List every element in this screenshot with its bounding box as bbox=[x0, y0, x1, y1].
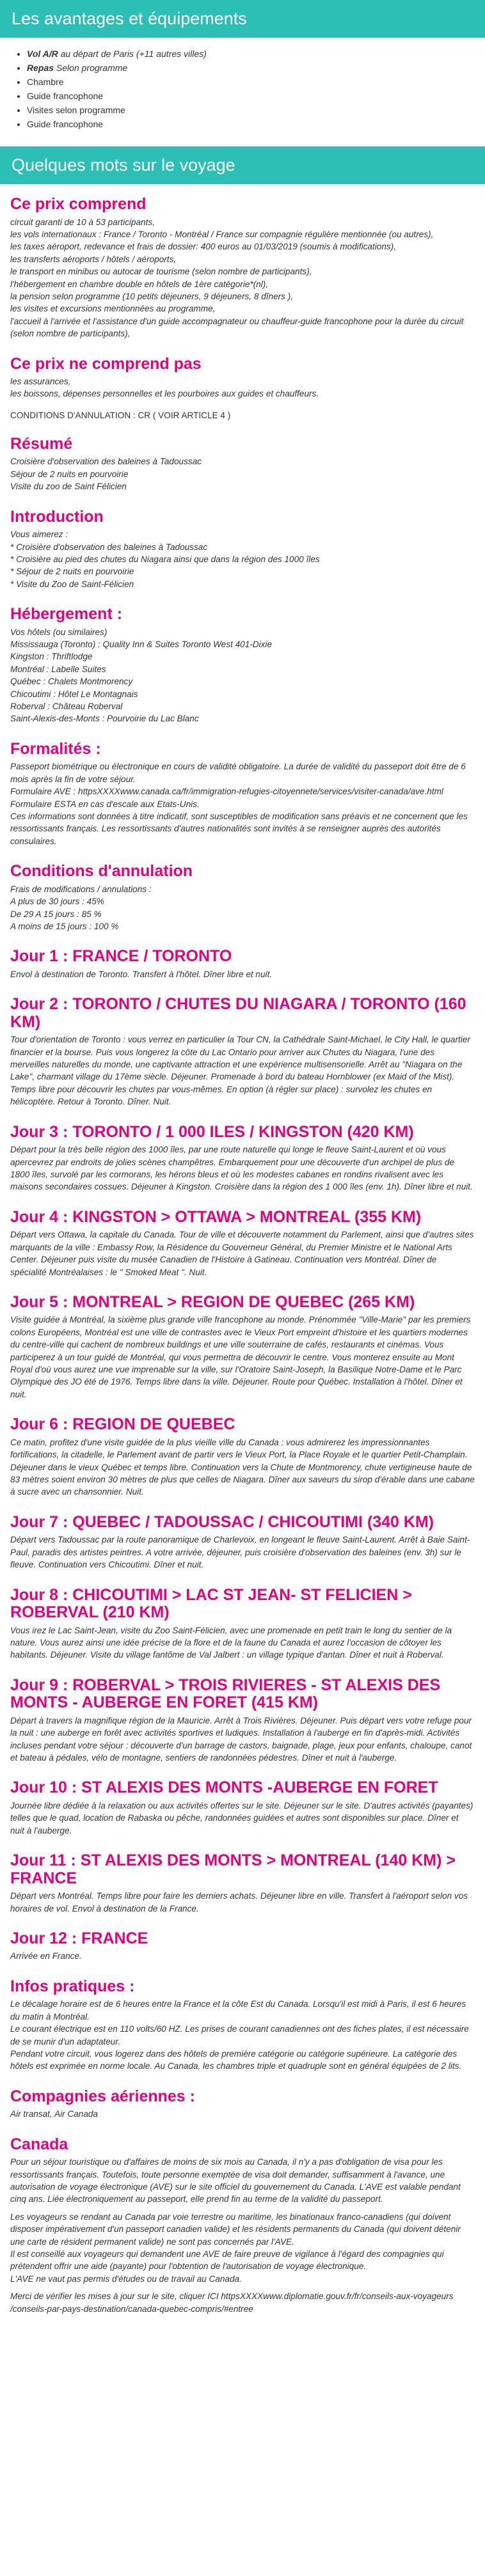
section-line: Pendant votre circuit, vous logerez dans des hôtels de première catégorie ou catégorie supérieure. La catégorie des hôtels est exprimée en norme locale. Au Canada, les chambres triple et quadruple sont en général équipées de 2 lits. bbox=[10, 2048, 462, 2071]
section-line: Départ pour la très belle région des 1000 îles, par une route naturelle qui longe le fleuve Saint-Laurent et où vous apercevrez par endroits de jolies scènes champêtres. Embarquement pour une découverte d'un archipel de plus de 1800 îles, survolé par les cormorans, les hérons bleus et où les modestes cabanes en rondins rivalisent avec les maisons secondaires cossues. Déjeuner à Kingston. Croisière dans la région des 1 000 îles (env. 1h). Dîner libre et nuit. bbox=[10, 1145, 473, 1192]
section-line: Tour d'orientation de Toronto : vous verrez en particulier la Tour CN, la Cathédrale Saint-Michael, le City Hall, le quartier financier et la bourse. Puis vous longerez la côte du Lac Ontario pour arriver aux Chutes du Niagara, l'une des merveilles naturelles du monde, une captivante attraction et une expérience multisensorielle. Arrêt au "Niagara on the Lake", charmant village du 17ème siècle. Déjeuner. Promenade à bord du bateau Hornblower (ex Maid of the Mist). Temps libre pour découvrir les chutes par vous-mêmes. En option (à régler sur place) : survolez les chutes en hélicoptère. Retour à Toronto. Dîner. Nuit. bbox=[10, 1035, 470, 1107]
feature-item bbox=[27, 117, 485, 131]
section-line: Ces informations sont données à titre indicatif, sont susceptibles de modification sans préavis et ne concernent que les ressortissants français. Les ressortissants d'autres nationalités sont invités à se renseigner auprès des autorités consulaires. bbox=[10, 812, 468, 846]
feature-item-text: Chambre bbox=[27, 77, 64, 87]
feature-item bbox=[27, 75, 485, 89]
section-heading: Ce prix comprend bbox=[10, 195, 147, 213]
section-heading: Hébergement : bbox=[10, 605, 123, 624]
section-line: circuit garanti de 10 à 53 participants, bbox=[10, 217, 155, 227]
section-line: Roberval : Château Roberval bbox=[10, 702, 123, 712]
section-line: Le courant électrique est en 110 volts/60 HZ. Les prises de courant canadiennes ont des fiches plates, il est nécessaire de se munir d'un adaptateur. bbox=[10, 2024, 469, 2046]
section-line: Départ vers Montréal. Temps libre pour faire les derniers achats. Déjeuner libre en ville. Transfert à l'aéroport selon vos horaires de vol. Envol à destination de la France. bbox=[10, 1891, 468, 1913]
section-body bbox=[10, 1800, 475, 1837]
section-line: le transport en minibus ou autocar de tourisme (selon nombre de participants), bbox=[10, 267, 312, 277]
feature-item bbox=[27, 89, 485, 103]
advantages-band bbox=[0, 0, 485, 38]
section-heading: Ce prix ne comprend pas bbox=[10, 354, 202, 373]
advantages-title: Les avantages et équipements bbox=[12, 9, 247, 28]
section-body bbox=[10, 375, 475, 400]
section-line: Journée libre dédiée à la relaxation ou aux activités offertes sur le site. Déjeuner sur le site. D'autres activités (payantes) telles que le quad, location de Rabaska ou pêche, randonnées guidées et autres sont disponibles sur place. Dîner et nuit à l'auberge. bbox=[10, 1800, 473, 1835]
section-body bbox=[10, 1033, 475, 1108]
section-heading: Jour 11 : ST ALEXIS DES MONTS > MONTREAL (140 KM) > FRANCE bbox=[10, 1851, 456, 1887]
section-heading: Jour 8 : CHICOUTIMI > LAC ST JEAN- ST FELICIEN > ROBERVAL (210 KM) bbox=[10, 1585, 412, 1622]
section-line: Départ à travers la magnifique région de la Mauricie. Arrêt à Trois Rivières. Déjeuner. Puis départ vers votre refuge pour la nuit : une auberge en forêt avec activités sportives et ludiques. Installation à l'auberge en fin d'après-midi. Activités incluses pendant votre séjour : découverte d'un barrage de castors, baignade, plage, jeux pour enfants, chaloupe, canot et bateau à pédales, vélo de montagne, sentiers de randonnées pédestres. Dîner et nuit à l'auberge. bbox=[10, 1715, 472, 1763]
section-line: Kingston : Thriftlodge bbox=[10, 652, 93, 662]
section-heading: Jour 6 : REGION DE QUEBEC bbox=[10, 1415, 235, 1434]
section-heading: Jour 7 : QUEBEC / TADOUSSAC / CHICOUTIMI (340 KM) bbox=[10, 1512, 434, 1531]
section-line: Saint-Alexis-des-Monts : Pourvoirie du Lac Blanc bbox=[10, 714, 199, 724]
section-body bbox=[10, 1229, 475, 1278]
section-line: Départ vers Tadoussac par la route panoramique de Charlevoix, en longeant le fleuve Saint-Laurent. Arrêt à Baie Saint-Paul, paradis des artistes peintres. A votre arrivée, déjeuner, puis croisière d'observation des baleines (env. 3h) sur le fleuve. Continuation vers Chicoutimi. Dîner et nuit. bbox=[10, 1535, 470, 1570]
section-line: Formulaire ESTA en cas d'escale aux Etats-Unis. bbox=[10, 799, 200, 809]
section-heading: Jour 12 : FRANCE bbox=[10, 1929, 148, 1947]
section-heading: Jour 1 : FRANCE / TORONTO bbox=[10, 947, 232, 966]
section-body bbox=[10, 1890, 475, 1915]
section-line: Vous aimerez : bbox=[10, 530, 68, 540]
section-body bbox=[10, 1624, 475, 1661]
section-line: les assurances, bbox=[10, 377, 71, 387]
section-line: les vols internationaux : France / Toronto - Montréal / France sur compagnie régulière mentionnée (ou autres), bbox=[10, 229, 434, 239]
section-paragraph: Merci de vérifier les mises à jour sur le site, cliquer ICI httpsXXXXwww.diplomatie.gouv.fr/fr/conseils-aux-voyageurs /conseils-par-pays-destination/canada-quebec-compris/#entree bbox=[10, 2291, 454, 2314]
feature-item-text: Guide francophone bbox=[27, 119, 104, 129]
trip-band bbox=[0, 146, 485, 184]
section-line: Mississauga (Toronto) : Quality Inn & Suites Toronto West 401-Dixie bbox=[10, 640, 273, 650]
section-heading: Jour 4 : KINGSTON > OTTAWA > MONTREAL (355 KM) bbox=[10, 1207, 422, 1226]
feature-item-text: Visites selon programme bbox=[27, 105, 125, 115]
section-line: Envol à destination de Toronto. Transfert à l'hôtel. Dîner libre et nuit. bbox=[10, 969, 273, 979]
feature-item-key: Repas bbox=[27, 63, 54, 73]
section-line: Montréal : Labelle Suites bbox=[10, 664, 106, 674]
section-body bbox=[10, 760, 475, 847]
section-line: Le décalage horaire est de 6 heures entre la France et la côte Est du Canada. Lorsqu'il est midi à Paris, il est 6 heures du matin à Montréal. bbox=[10, 1999, 466, 2022]
section-body bbox=[10, 528, 475, 590]
section-body bbox=[10, 1950, 475, 1962]
section-line: * Visite du Zoo de Saint-Félicien bbox=[10, 579, 134, 589]
section-line: De 29 A 15 jours : 85 % bbox=[10, 909, 102, 919]
section-body bbox=[10, 1314, 475, 1401]
section-line: Frais de modifications / annulations : bbox=[10, 884, 152, 894]
feature-item bbox=[27, 47, 485, 61]
section-body bbox=[10, 1436, 475, 1498]
section-line: Croisière d'observation des baleines à Tadoussac bbox=[10, 457, 202, 467]
section-line: * Séjour de 2 nuits en pourvoirie bbox=[10, 567, 134, 577]
section-heading: Jour 9 : ROBERVAL > TROIS RIVIERES - ST ALEXIS DES MONTS - AUBERGE EN FORET (415 KM) bbox=[10, 1676, 441, 1712]
section-body bbox=[10, 1715, 475, 1764]
section-paragraph: Les voyageurs se rendant au Canada par voie terrestre ou maritime, les binationaux franco-canadiens (qui doivent disposer impérativement d'un passeport canadien valide) et les résidents permanents du Canada (qui doivent détenir une carte de résident permanent valide) ne sont pas concernés par l'AVE. Il est conseillé aux voyageurs qui demandent une AVE de faire preuve de vigilance à l'égard des compagnies qui prétendent offrir une aide (payante) pour l'obtention de l'autorisation de voyage électronique. L'AVE ne vaut pas permis d'études ou de travail au Canada. bbox=[10, 2211, 461, 2284]
section-body bbox=[10, 968, 475, 980]
section-heading: Résumé bbox=[10, 434, 73, 453]
section-body bbox=[10, 1534, 475, 1571]
section-line: l'accueil à l'arrivée et l'assistance d'un guide accompagnateur ou chauffeur-guide francophone pour la durée du circuit (selon nombre de participants), bbox=[10, 316, 464, 339]
cancellation-note: CONDITIONS D'ANNULATION : CR ( VOIR ARTICLE 4 ) bbox=[10, 410, 231, 420]
section-body bbox=[10, 626, 475, 725]
section-line: l'hébergement en chambre double en hôtels de 1ère catégorie*(nl), bbox=[10, 279, 269, 289]
section-heading: Canada bbox=[10, 2135, 68, 2153]
section-line: * Croisière d'observation des baleines à Tadoussac bbox=[10, 542, 208, 552]
section-line: * Croisière au pied des chutes du Niagara ainsi que dans la région des 1000 îles bbox=[10, 554, 320, 564]
section-line: Arrivée en France. bbox=[10, 1951, 82, 1961]
section-heading: Introduction bbox=[10, 507, 104, 526]
section-line: Ce matin, profitez d'une visite guidée de la plus vieille ville du Canada : vous admirerez les impressionnantes fortifications, la citadelle, le Parlement avant de partir vers le Vieux Port, la Place Royale et le quartier Petit-Champlain. Déjeuner dans le vieux Québec et temps libre. Continuation vers la Chute de Montmorency, chute vertigineuse haute de 83 mètres soient environ 30 mètres de plus que celles de Niagara. Dîner aux saveurs du sirop d'érable dans une cabane à sucre avec un chansonnier. Nuit. bbox=[10, 1437, 475, 1497]
section-heading: Conditions d'annulation bbox=[10, 862, 193, 881]
feature-item-text: Selon programme bbox=[54, 63, 128, 73]
section-heading: Jour 2 : TORONTO / CHUTES DU NIAGARA / TORONTO (160 KM) bbox=[10, 995, 466, 1031]
section-body bbox=[10, 216, 475, 340]
advantages-list bbox=[0, 47, 485, 131]
section-line: Passeport biométrique ou électronique en cours de validité obligatoire. La durée de validité du passeport doit être de 6 mois après la fin de votre séjour. bbox=[10, 762, 466, 784]
section-line: les taxes aéroport, redevance et frais de dossier: 400 euros au 01/03/2019 (soumis à modifications), bbox=[10, 242, 396, 252]
section-heading: Formalités : bbox=[10, 739, 101, 758]
section-line: Visite du zoo de Saint Félicien bbox=[10, 482, 127, 492]
section-heading: Jour 3 : TORONTO / 1 000 ILES / KINGSTON (420 KM) bbox=[10, 1122, 414, 1141]
section-line: Formulaire AVE : httpsXXXXwww.canada.ca/fr/immigration-refugies-citoyennete/services/visiter-canada/ave.html bbox=[10, 787, 443, 797]
trip-details bbox=[0, 196, 485, 2315]
section-heading: Infos pratiques : bbox=[10, 1977, 135, 1995]
section-line: A plus de 30 jours : 45% bbox=[10, 897, 104, 907]
feature-item-text: Guide francophone bbox=[27, 91, 104, 101]
feature-item bbox=[27, 103, 485, 117]
section-line: Départ vers Ottawa, la capitale du Canada. Tour de ville et découverte notamment du Parlement, ainsi que d'autres sites marquants de la ville : Embassy Row, la Résidence du Gouverneur Général, du Premier Ministre et le National Arts Center. Déjeuner puis visite du musée Canadien de l'Histoire à Gatineau. Continuation vers Montréal. Dîner de spécialité Montréalaises : le " Smoked Meat ". Nuit. bbox=[10, 1230, 474, 1277]
feature-item-text: au départ de Paris (+11 autres villes) bbox=[58, 49, 207, 59]
section-body bbox=[10, 1998, 475, 2072]
section-line: Chicoutimi : Hôtel Le Montagnais bbox=[10, 689, 138, 699]
section-body bbox=[10, 883, 475, 933]
section-line: les transferts aéroports / hôtels / aéroports, bbox=[10, 254, 177, 264]
section-body bbox=[10, 455, 475, 492]
section-body bbox=[10, 1143, 475, 1193]
section-line: A moins de 15 jours : 100 % bbox=[10, 921, 119, 931]
feature-item bbox=[27, 61, 485, 75]
section-line: les visites et excursions mentionnées au programme, bbox=[10, 304, 216, 314]
section-heading: Jour 5 : MONTREAL > REGION DE QUEBEC (265 KM) bbox=[10, 1292, 415, 1311]
section-heading: Jour 10 : ST ALEXIS DES MONTS -AUBERGE EN FORET bbox=[10, 1779, 438, 1797]
section-line: Séjour de 2 nuits en pourvoirie bbox=[10, 469, 129, 479]
section-line: la pension selon programme (10 petits déjeuners, 9 déjeuners, 8 dîners ), bbox=[10, 291, 294, 301]
section-line: Vous irez le Lac Saint-Jean, visite du Zoo Saint-Félicien, avec une promenade en petit train le long du sentier de la nature. Vous aurez ainsi une idée précise de la flore et de la faune du Canada et aurez l'occasion de côtoyer les habitants. Déjeuner. Visite du village fantôme de Val Jalbert : un village typique d'antan. Dîner et nuit à Roberval. bbox=[10, 1625, 452, 1660]
section-heading: Compagnies aériennes : bbox=[10, 2087, 195, 2105]
section-line: Visite guidée à Montréal, la sixième plus grande ville francophone au monde. Prénommée "Ville-Marie" par les premiers colons Européens, Montréal est une ville de contrastes avec le Vieux Port empreint d'histoire et les quartiers modernes du centre-ville qui cachent de nombreux buildings et une ville souterraine de cafés, restaurants et cinémas. Vous participerez à un tour guidé de Montréal, qui vous permettra de découvrir le centre. Vous monterez ensuite au Mont Royal d'où vous aurez une vue imprenable sur la ville, sur l'Oratoire Saint-Joseph, la Basilique Notre-Dame et le Parc Olympique des JO été de 1976. Temps libre dans la ville. Déjeuner. Route pour Québec. Installation à l'hôtel. Dîner et nuit. bbox=[10, 1315, 471, 1399]
trip-title: Quelques mots sur le voyage bbox=[12, 155, 235, 175]
section-line: les boissons, dépenses personnelles et les pourboires aux guides et chauffeurs. bbox=[10, 389, 319, 399]
section-body bbox=[10, 2156, 475, 2315]
section-line: Air transat, Air Canada bbox=[10, 2109, 99, 2119]
section-line: Vos hôtels (ou similaires) bbox=[10, 627, 107, 637]
feature-item-key: Vol A/R bbox=[27, 49, 58, 59]
section-body bbox=[10, 2108, 475, 2120]
section-line: Québec : Chalets Montmorency bbox=[10, 677, 133, 687]
section-paragraph: Pour un séjour touristique ou d'affaires de moins de six mois au Canada, il n'y a pas d'obligation de visa pour les ressortissants français. Toutefois, toute personne exemptée de visa doit demander, suffisamment à l'avance, une autorisation de voyage électronique (AVE) sur le site officiel du gouvernement du Canada. L'AVE est valable pendant cinq ans. Liée électroniquement au passeport, elle prend fin au terme de la validité du passeport. bbox=[10, 2157, 461, 2204]
